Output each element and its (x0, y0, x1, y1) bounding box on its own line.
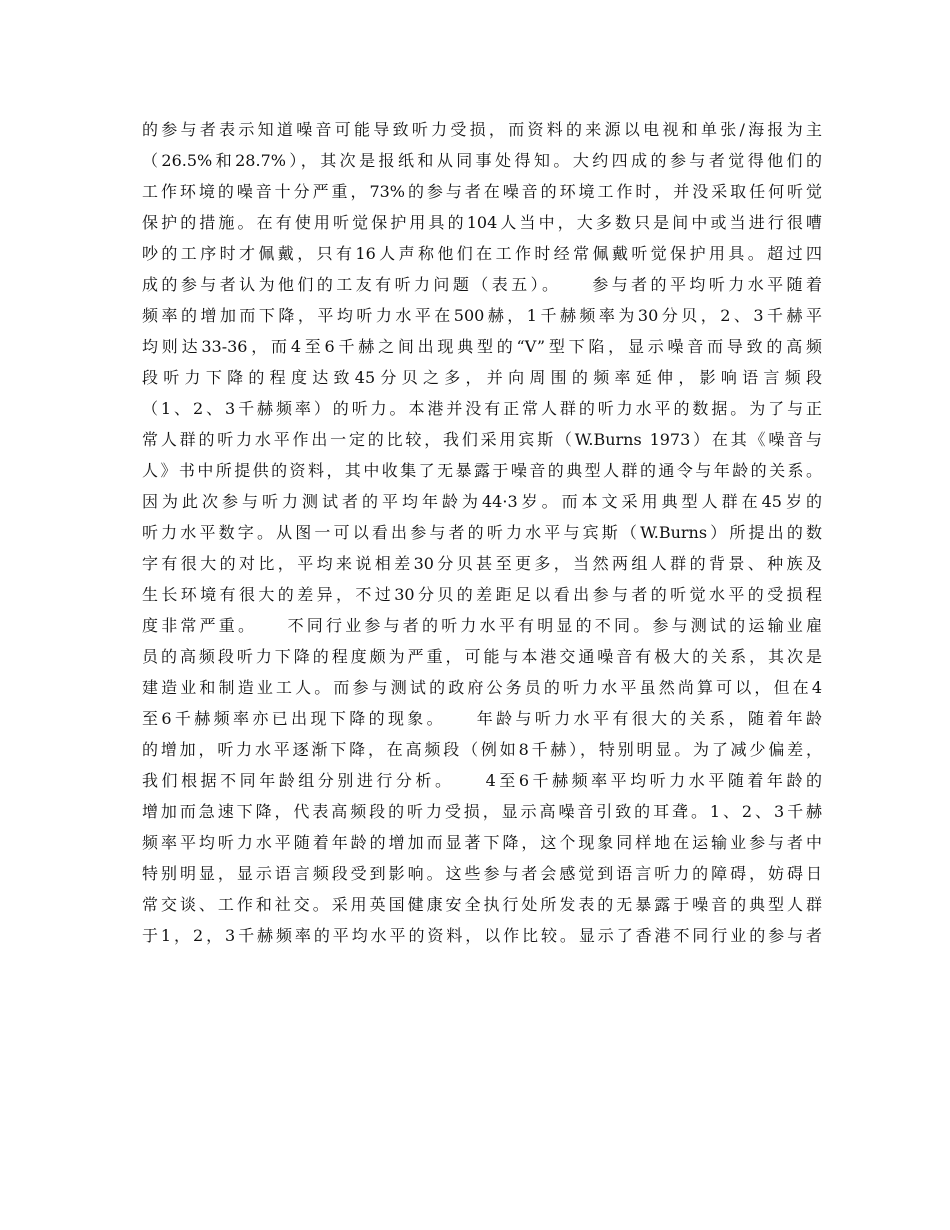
text-line: 频率的增加而下降，平均听力水平在500赫，1千赫频率为30分贝，2、3千赫平 (142, 306, 822, 325)
text-line: 成的参与者认为他们的工友有听力问题（表五）。 参与者的平均听力水平随着 (142, 275, 822, 294)
text-line: 常交谈、工作和社交。采用英国健康安全执行处所发表的无暴露于噪音的典型人群 (142, 895, 822, 914)
text-line: （1、2、3千赫频率）的听力。本港并没有正常人群的听力水平的数据。为了与正 (142, 399, 822, 418)
text-line: 段听力下降的程度达致45分贝之多，并向周围的频率延伸，影响语言频段 (142, 368, 822, 387)
text-line: 的参与者表示知道噪音可能导致听力受损，而资料的来源以电视和单张/海报为主 (142, 120, 822, 139)
body-text (142, 114, 822, 951)
text-line: 人》书中所提供的资料，其中收集了无暴露于噪音的典型人群的通令与年龄的关系。 (142, 461, 822, 480)
text-line: 保护的措施。在有使用听觉保护用具的104人当中，大多数只是间中或当进行很嘈 (142, 213, 822, 232)
text-line: （26.5%和28.7%），其次是报纸和从同事处得知。大约四成的参与者觉得他们的 (142, 151, 822, 170)
text-line: 听力水平数字。从图一可以看出参与者的听力水平与宾斯（W.Burns）所提出的数 (142, 523, 822, 542)
text-line: 于1，2，3千赫频率的平均水平的资料，以作比较。显示了香港不同行业的参与者 (142, 926, 822, 945)
text-line: 均则达33-36，而4至6千赫之间出现典型的“V”型下陷，显示噪音而导致的高频 (142, 337, 822, 356)
text-line: 特别明显，显示语言频段受到影响。这些参与者会感觉到语言听力的障碍，妨碍日 (142, 864, 822, 883)
text-line: 建造业和制造业工人。而参与测试的政府公务员的听力水平虽然尚算可以，但在4 (142, 678, 822, 697)
text-line: 的增加，听力水平逐渐下降，在高频段（例如8千赫），特别明显。为了减少偏差， (142, 740, 822, 759)
text-line: 增加而急速下降，代表高频段的听力受损，显示高噪音引致的耳聋。1、2、3千赫 (142, 802, 822, 821)
text-line: 生长环境有很大的差异，不过30分贝的差距足以看出参与者的听觉水平的受损程 (142, 585, 822, 604)
text-line: 字有很大的对比，平均来说相差30分贝甚至更多，当然两组人群的背景、种族及 (142, 554, 822, 573)
text-line: 我们根据不同年龄组分别进行分析。 4至6千赫频率平均听力水平随着年龄的 (142, 771, 822, 790)
text-line: 频率平均听力水平随着年龄的增加而显著下降，这个现象同样地在运输业参与者中 (142, 833, 822, 852)
text-line: 常人群的听力水平作出一定的比较，我们采用宾斯（W.Burns 1973）在其《噪音与 (142, 430, 822, 449)
text-line: 至6千赫频率亦已出现下降的现象。 年龄与听力水平有很大的关系，随着年龄 (142, 709, 822, 728)
text-line: 员的高频段听力下降的程度颇为严重，可能与本港交通噪音有极大的关系，其次是 (142, 647, 822, 666)
text-line: 吵的工序时才佩戴，只有16人声称他们在工作时经常佩戴听觉保护用具。超过四 (142, 244, 822, 263)
text-line: 因为此次参与听力测试者的平均年龄为44·3岁。而本文采用典型人群在45岁的 (142, 492, 822, 511)
text-line: 度非常严重。 不同行业参与者的听力水平有明显的不同。参与测试的运输业雇 (142, 616, 822, 635)
text-line: 工作环境的噪音十分严重，73%的参与者在噪音的环境工作时，并没采取任何听觉 (142, 182, 822, 201)
